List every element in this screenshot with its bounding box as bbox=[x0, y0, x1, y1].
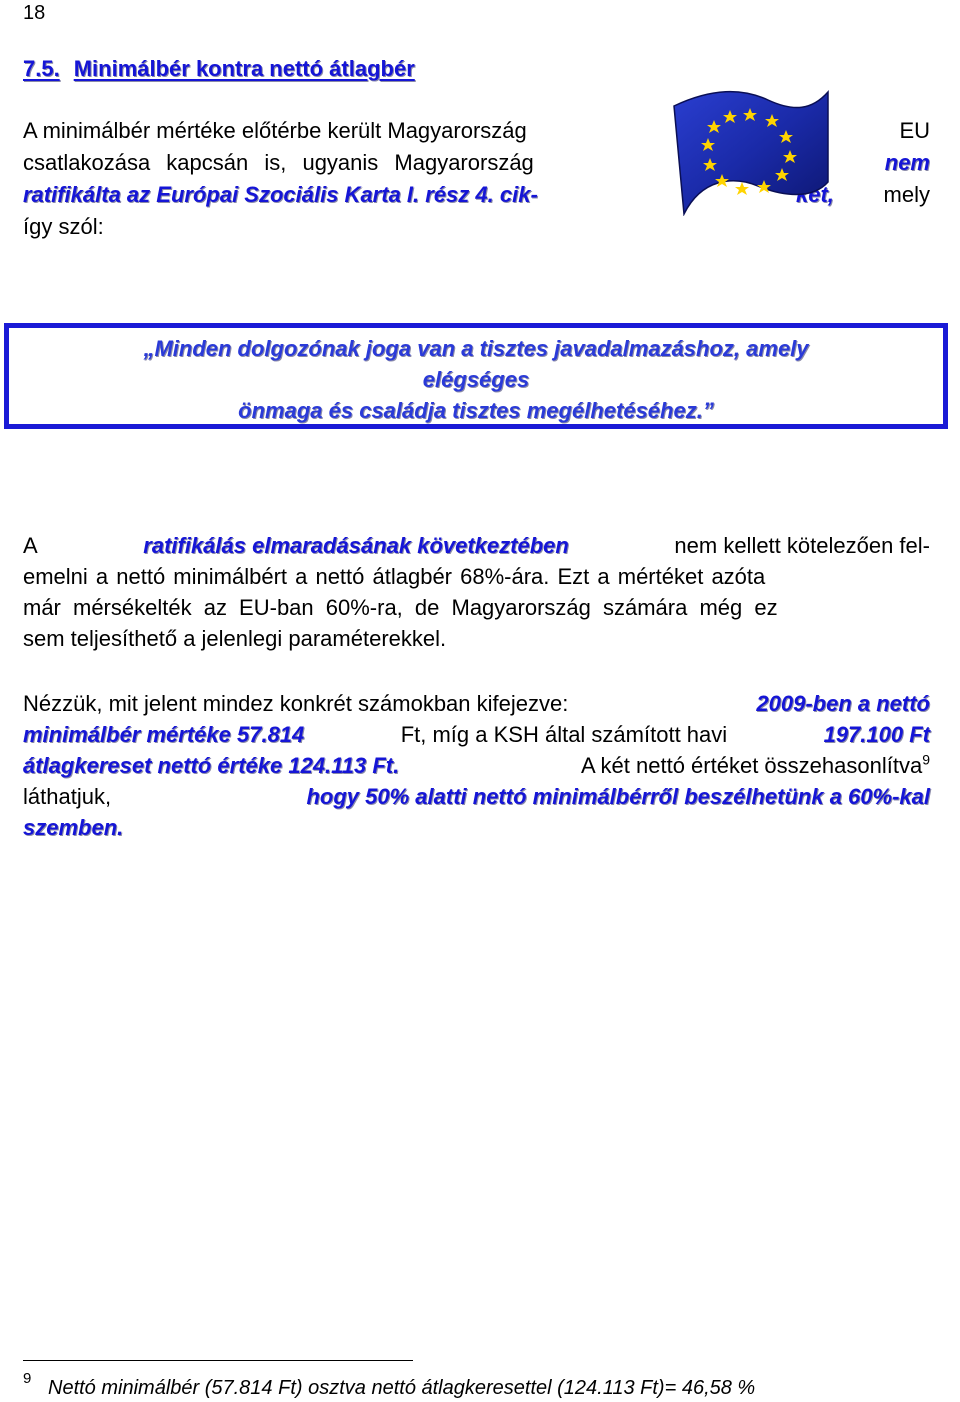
paragraph-2-line-2 bbox=[23, 719, 930, 750]
section-title: Minimálbér kontra nettó átlagbér bbox=[73, 56, 415, 81]
intro-line-2-right: nem bbox=[884, 150, 930, 175]
quote-box bbox=[4, 323, 948, 429]
intro-line-1-right: EU bbox=[899, 118, 930, 143]
eu-flag-icon bbox=[672, 86, 832, 216]
paragraph-1 bbox=[23, 530, 930, 654]
p2-emphasis-2c: 197.100 Ft bbox=[823, 722, 930, 747]
section-number: 7.5. bbox=[23, 56, 60, 81]
footnote-text: Nettó minimálbér (57.814 Ft) osztva nettó átlagkeresettel (124.113 Ft)= 46,58 % bbox=[48, 1377, 756, 1399]
p2-text-1a: Nézzük, mit jelent mindez konkrét számokban kifejezve: bbox=[23, 691, 569, 716]
paragraph-1-line-1 bbox=[23, 530, 930, 561]
paragraph-2-line-4 bbox=[23, 781, 930, 812]
page-number: 18 bbox=[23, 2, 46, 24]
intro-line-3-mid: két, bbox=[796, 182, 834, 207]
intro-line-2-left-row bbox=[23, 147, 663, 179]
paragraph-2-line-5 bbox=[23, 812, 930, 843]
p1-emphasis: ratifikálás elmaradásának következtében bbox=[143, 533, 569, 558]
section-heading bbox=[23, 56, 415, 82]
eu-flag-image bbox=[672, 86, 832, 221]
p1-text-c: nem kellett kötelezően fel- bbox=[674, 533, 930, 558]
p2-emphasis-5: szemben. bbox=[23, 815, 124, 840]
quote-line-2: elégséges bbox=[422, 367, 530, 392]
p2-emphasis-3a: átlagkereset nettó értéke 124.113 Ft. bbox=[23, 753, 400, 778]
intro-line-4: így szól: bbox=[23, 214, 104, 239]
paragraph-1-line-4 bbox=[23, 623, 930, 654]
p1-line-3: már mérsékelték az EU-ban 60%-ra, de Magyarország számára még ez bbox=[23, 595, 778, 620]
p2-text-3b-wrap bbox=[581, 750, 930, 781]
quote-line-3: önmaga és családja tisztes megélhetéséhez.” bbox=[238, 398, 714, 423]
p2-text-4a: láthatjuk, bbox=[23, 784, 112, 809]
footnote-number: 9 bbox=[23, 1370, 32, 1387]
paragraph-2-line-3 bbox=[23, 750, 930, 781]
footnote-reference: 9 bbox=[922, 751, 930, 768]
intro-line-2-left: csatlakozása kapcsán is, ugyanis Magyarország bbox=[23, 150, 534, 175]
quote-line-1: „Minden dolgozónak joga van a tisztes javadalmazáshoz, amely bbox=[143, 336, 809, 361]
intro-line-3-right: mely bbox=[883, 182, 930, 207]
p2-emphasis-4b: hogy 50% alatti nettó minimálbérről beszélhetünk a 60%-kal bbox=[306, 784, 930, 809]
paragraph-2-line-1 bbox=[23, 688, 930, 719]
intro-line-1-left: A minimálbér mértéke előtérbe került Magyarország bbox=[23, 118, 527, 143]
p1-line-4: sem teljesíthető a jelenlegi paraméterekkel. bbox=[23, 626, 447, 651]
intro-line-2-wrap bbox=[23, 147, 663, 179]
p2-emphasis-2a: minimálbér mértéke 57.814 bbox=[23, 722, 305, 747]
p2-text-3b: A két nettó értéket összehasonlítva bbox=[580, 753, 923, 778]
p2-emphasis-1b: 2009-ben a nettó bbox=[756, 691, 930, 716]
p1-line-2: emelni a nettó minimálbért a nettó átlagbér 68%-ára. Ezt a mértéket azóta bbox=[23, 564, 766, 589]
paragraph-1-line-3 bbox=[23, 592, 930, 623]
paragraph-2 bbox=[23, 688, 930, 843]
paragraph-1-line-2 bbox=[23, 561, 930, 592]
p2-text-2b: Ft, míg a KSH által számított havi bbox=[400, 722, 728, 747]
intro-line-3-left: ratifikálta az Európai Szociális Karta I. rész 4. cik- bbox=[23, 182, 538, 207]
p1-text-a: A bbox=[23, 533, 38, 558]
footnote-separator bbox=[23, 1360, 413, 1361]
